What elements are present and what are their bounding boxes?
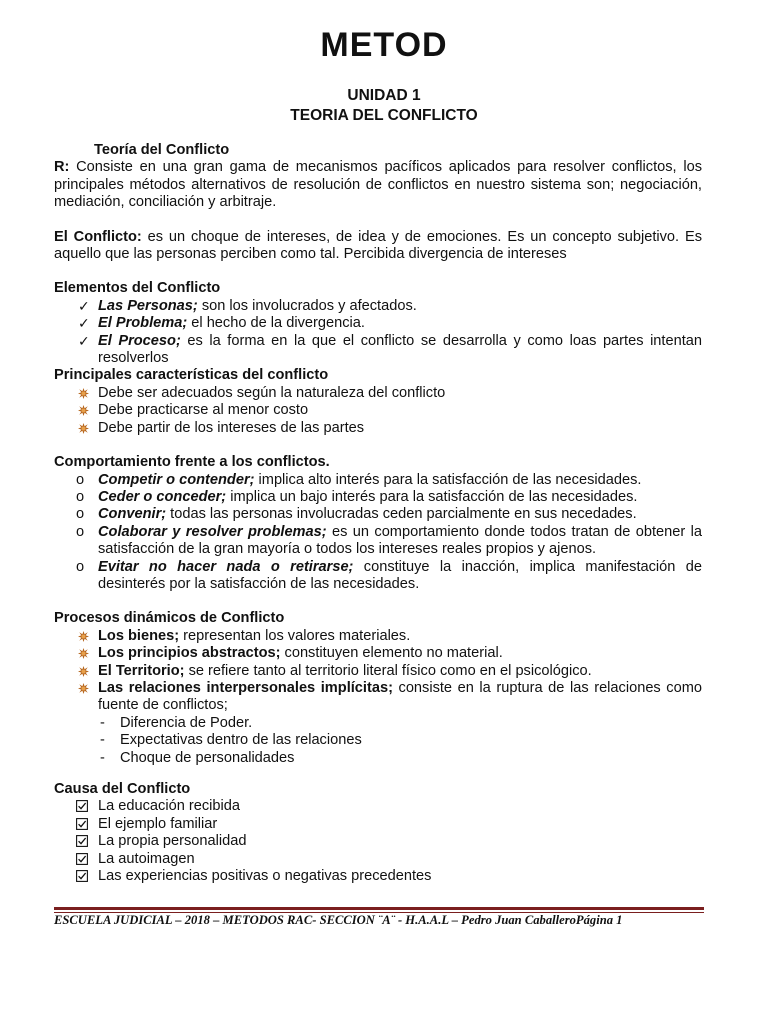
check-icon: ✓ xyxy=(78,332,90,349)
spacer xyxy=(54,767,702,781)
section-heading-comportamiento: Comportamiento frente a los conflictos. xyxy=(54,454,330,471)
section-heading-caracteristicas: Principales características del conflicto xyxy=(54,367,329,384)
starburst-bullet-icon xyxy=(78,388,89,399)
section-heading-procesos: Procesos dinámicos de Conflicto xyxy=(54,610,285,627)
item-term: Las relaciones interpersonales implícitas; xyxy=(98,679,393,696)
item-text: constituyen elemento no material. xyxy=(284,645,503,662)
list-item xyxy=(54,868,702,885)
checkbox-icon xyxy=(76,835,88,847)
circle-bullet-icon: o xyxy=(76,506,85,523)
list-item xyxy=(54,489,702,506)
item-text: El ejemplo familiar xyxy=(98,815,218,832)
list-item xyxy=(54,715,702,732)
elementos-list xyxy=(54,298,702,368)
circle-bullet-icon: o xyxy=(76,488,85,505)
item-term: El Territorio; xyxy=(98,662,185,679)
starburst-bullet-icon xyxy=(78,405,89,416)
item-term: Los principios abstractos; xyxy=(98,645,281,662)
item-text: La educación recibida xyxy=(98,798,240,815)
conflicto-label: El Conflicto: xyxy=(54,228,142,245)
item-text: Diferencia de Poder. xyxy=(120,714,253,731)
circle-bullet-icon: o xyxy=(76,471,85,488)
list-item xyxy=(54,833,702,850)
spacer xyxy=(54,212,702,229)
list-item xyxy=(54,732,702,749)
list-item xyxy=(54,680,702,715)
item-text: consiste en la ruptura de las relaciones como fuente de conflictos; xyxy=(98,679,702,714)
item-text: es la forma en la que el conflicto se desarrolla y como loas partes intentan resolverlos xyxy=(98,332,703,367)
conflicto-text: es un choque de intereses, de idea y de emociones. Es un concepto subjetivo. Es aquello que las personas perciben como tal. Percibida divergencia de intereses xyxy=(54,228,702,263)
unit-number: UNIDAD 1 xyxy=(347,87,421,104)
item-text: implica alto interés para la satisfacción de las necesidades. xyxy=(258,471,642,488)
procesos-list xyxy=(54,628,702,715)
starburst-bullet-icon xyxy=(78,666,89,677)
item-text: La propia personalidad xyxy=(98,833,247,850)
dash-bullet: - xyxy=(100,749,105,766)
list-item xyxy=(54,402,702,419)
list-item xyxy=(54,524,702,559)
item-text: se refiere tanto al territorio literal físico como en el psicológico. xyxy=(188,662,592,679)
document-body xyxy=(54,142,702,885)
comportamiento-list xyxy=(54,472,702,594)
item-term: Competir o contender; xyxy=(98,471,255,488)
r-label: R: xyxy=(54,159,70,176)
list-item xyxy=(54,333,702,368)
list-item xyxy=(54,663,702,680)
footer-rule-thick xyxy=(54,907,704,910)
item-term: El Problema; xyxy=(98,315,188,332)
item-text: Debe practicarse al menor costo xyxy=(98,402,309,419)
document-title: METOD xyxy=(320,26,448,64)
unit-heading xyxy=(0,86,768,126)
section-heading-causa: Causa del Conflicto xyxy=(54,781,191,797)
checkbox-icon xyxy=(76,818,88,830)
item-term: Convenir; xyxy=(98,506,167,523)
item-text: Expectativas dentro de las relaciones xyxy=(120,732,362,749)
list-item xyxy=(54,851,702,868)
checkbox-icon xyxy=(76,853,88,865)
starburst-bullet-icon xyxy=(78,423,89,434)
item-text: Debe ser adecuados según la naturaleza del conflicto xyxy=(98,384,446,401)
item-text: Debe partir de los intereses de las partes xyxy=(98,419,365,436)
procesos-sublist xyxy=(54,715,702,767)
item-term: Ceder o conceder; xyxy=(98,488,227,505)
starburst-bullet-icon xyxy=(78,631,89,642)
list-item xyxy=(54,628,702,645)
page-footer: ESCUELA JUDICIAL – 2018 – METODOS RAC- SECCION ¨A¨ - H.A.A.L – Pedro Juan CaballeroPágina 1 xyxy=(54,913,623,927)
caracteristicas-list xyxy=(54,385,702,437)
unit-subtitle: TEORIA DEL CONFLICTO xyxy=(290,107,478,124)
conflicto-paragraph xyxy=(54,229,702,264)
starburst-bullet-icon xyxy=(78,683,89,694)
check-icon: ✓ xyxy=(78,315,90,332)
list-item xyxy=(54,315,702,332)
dash-bullet: - xyxy=(100,714,105,731)
dash-bullet: - xyxy=(100,732,105,749)
item-text: Choque de personalidades xyxy=(120,749,295,766)
item-text: todas las personas involucradas ceden parcialmente en sus necedades. xyxy=(170,506,637,523)
checkbox-icon xyxy=(76,800,88,812)
item-term: Evitar no hacer nada o retirarse; xyxy=(98,558,354,575)
item-term: El Proceso; xyxy=(98,332,181,349)
item-text: implica un bajo interés para la satisfacción de las necesidades. xyxy=(230,488,638,505)
item-text: La autoimagen xyxy=(98,850,195,867)
section-heading-teoria: Teoría del Conflicto xyxy=(94,142,230,158)
teoria-text: Consiste en una gran gama de mecanismos pacíficos aplicados para resolver conflictos, los principales métodos alternativos de resolución de conflictos en nuestro sistema son; negociación, mediación, conciliación y arbitraje. xyxy=(54,159,702,211)
circle-bullet-icon: o xyxy=(76,558,85,575)
spacer xyxy=(54,593,702,610)
item-term: Colaborar y resolver problemas; xyxy=(98,523,327,540)
list-item xyxy=(54,420,702,437)
list-item xyxy=(54,506,702,523)
section-heading-elementos: Elementos del Conflicto xyxy=(54,280,221,297)
starburst-bullet-icon xyxy=(78,648,89,659)
list-item xyxy=(54,645,702,662)
list-item xyxy=(54,798,702,815)
list-item xyxy=(54,385,702,402)
check-icon: ✓ xyxy=(78,297,90,314)
circle-bullet-icon: o xyxy=(76,523,85,540)
item-text: el hecho de la divergencia. xyxy=(191,315,365,332)
list-item xyxy=(54,298,702,315)
spacer xyxy=(54,437,702,454)
item-term: Las Personas; xyxy=(98,297,198,314)
item-text: representan los valores materiales. xyxy=(183,627,411,644)
list-item xyxy=(54,750,702,767)
list-item xyxy=(54,559,702,594)
list-item xyxy=(54,472,702,489)
item-text: son los involucrados y afectados. xyxy=(201,297,417,314)
item-text: es un comportamiento donde todos tratan de obtener la satisfacción de la gran mayoría o todos los intereses reales propios y ajenos. xyxy=(98,523,702,558)
item-text: constituye la inacción, implica manifestación de desinterés por la satisfacción de las necesidades. xyxy=(98,558,702,592)
item-term: Los bienes; xyxy=(98,627,180,644)
spacer xyxy=(54,263,702,280)
item-text: Las experiencias positivas o negativas precedentes xyxy=(98,868,432,885)
causa-list xyxy=(54,798,702,885)
list-item xyxy=(54,816,702,833)
teoria-paragraph xyxy=(54,159,702,211)
checkbox-icon xyxy=(76,870,88,882)
